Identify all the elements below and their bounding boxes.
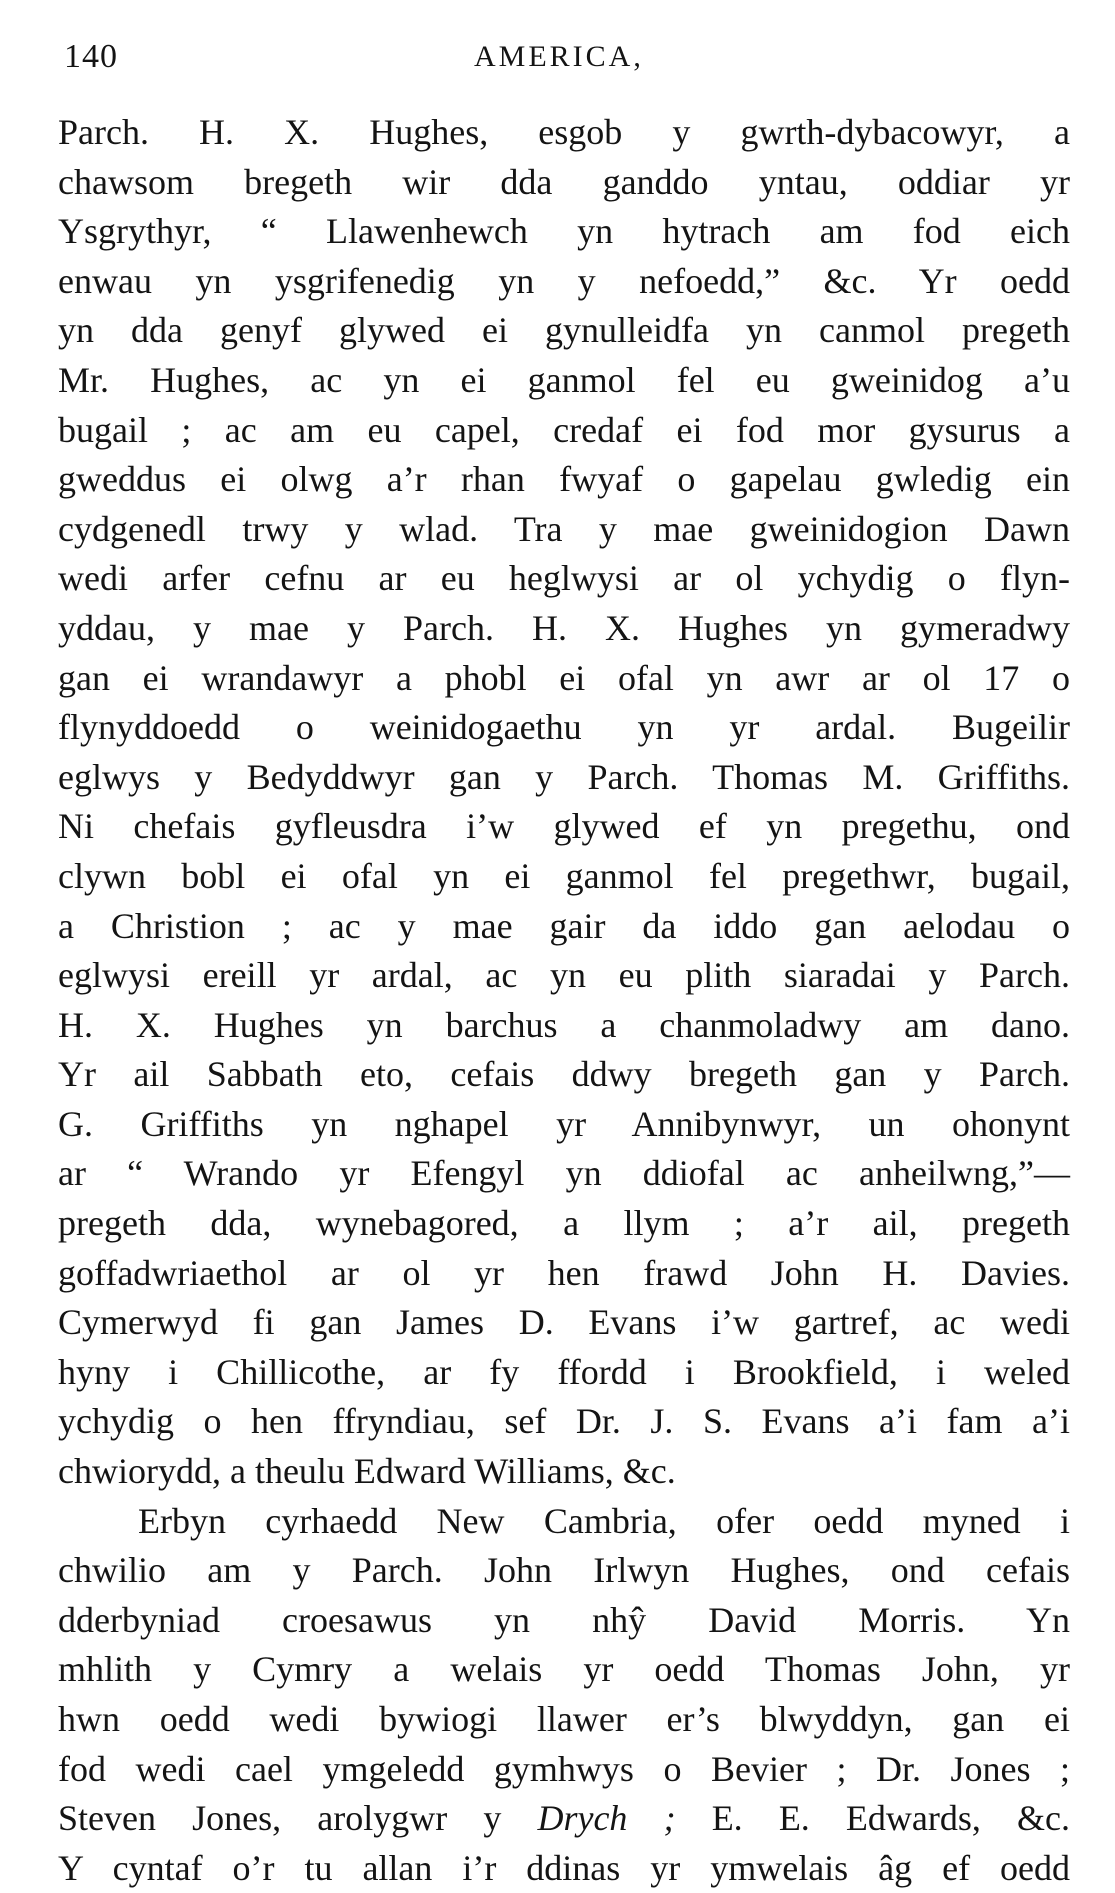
text-line: yn dda genyf glywed ei gynulleidfa yn canmol pregeth bbox=[58, 310, 1070, 351]
running-title: AMERICA, bbox=[474, 40, 644, 73]
text-line: bugail ; ac am eu capel, credaf ei fod mor gysurus a bbox=[58, 409, 1070, 450]
text-line-with-italic bbox=[58, 1794, 1070, 1844]
text-line: goffadwriaethol ar ol yr hen frawd John H. Davies. bbox=[58, 1252, 1070, 1293]
text-line: Yr ail Sabbath eto, cefais ddwy bregeth gan y Parch. bbox=[58, 1054, 1070, 1095]
italic-title: Drych ; bbox=[537, 1798, 676, 1839]
paragraph-start-line: Erbyn cyrhaedd New Cambria, ofer oedd myned i bbox=[138, 1500, 1070, 1541]
text-line: chwilio am y Parch. John Irlwyn Hughes, ond cefais bbox=[58, 1550, 1070, 1591]
text-line: wedi arfer cefnu ar eu heglwysi ar ol ychydig o flyn- bbox=[58, 558, 1070, 599]
text-line: Parch. H. X. Hughes, esgob y gwrth-dybacowyr, a bbox=[58, 112, 1070, 152]
text-line: Y cyntaf o’r tu allan i’r ddinas yr ymwelais âg ef oedd bbox=[58, 1847, 1070, 1888]
text-line: G. Griffiths yn nghapel yr Annibynwyr, un ohonynt bbox=[58, 1103, 1070, 1144]
text-line: enwau yn ysgrifenedig yn y nefoedd,” &c. Yr oedd bbox=[58, 260, 1070, 301]
text-line: dderbyniad croesawus yn nhŷ David Morris. Yn bbox=[58, 1599, 1070, 1640]
text-line: hyny i Chillicothe, ar fy ffordd i Brookfield, i weled bbox=[58, 1351, 1070, 1392]
text-line: ychydig o hen ffryndiau, sef Dr. J. S. Evans a’i fam a’i bbox=[58, 1401, 1070, 1442]
text-line: Ysgrythyr, “ Llawenhewch yn hytrach am fod eich bbox=[58, 211, 1070, 252]
text-fragment: Steven Jones, arolygwr y bbox=[58, 1798, 538, 1839]
text-fragment: E. E. Edwards, &c. bbox=[675, 1798, 1071, 1839]
text-line: pregeth dda, wynebagored, a llym ; a’r ail, pregeth bbox=[58, 1203, 1070, 1244]
page-number: 140 bbox=[64, 38, 118, 75]
text-line: yddau, y mae y Parch. H. X. Hughes yn gymeradwy bbox=[58, 607, 1070, 648]
text-line: fod wedi cael ymgeledd gymhwys o Bevier ; Dr. Jones ; bbox=[58, 1748, 1070, 1789]
text-line: H. X. Hughes yn barchus a chanmoladwy am dano. bbox=[58, 1004, 1070, 1045]
text-line: Ni chefais gyfleusdra i’w glywed ef yn pregethu, ond bbox=[58, 806, 1070, 847]
body-text bbox=[58, 108, 1070, 1893]
text-line: ar “ Wrando yr Efengyl yn ddiofal ac anheilwng,”— bbox=[58, 1153, 1070, 1194]
text-line: eglwysi ereill yr ardal, ac yn eu plith siaradai y Parch. bbox=[58, 955, 1070, 996]
text-line: hwn oedd wedi bywiogi llawer er’s blwyddyn, gan ei bbox=[58, 1699, 1070, 1739]
text-line: flynyddoedd o weinidogaethu yn yr ardal. Bugeilir bbox=[58, 707, 1070, 748]
paragraph-end-line: chwiorydd, a theulu Edward Williams, &c. bbox=[58, 1451, 676, 1492]
text-line: a Christion ; ac y mae gair da iddo gan aelodau o bbox=[58, 905, 1070, 946]
page-header bbox=[64, 38, 1064, 88]
text-line: chawsom bregeth wir dda ganddo yntau, oddiar yr bbox=[58, 161, 1070, 202]
text-line: Cymerwyd fi gan James D. Evans i’w gartref, ac wedi bbox=[58, 1302, 1070, 1343]
text-line: clywn bobl ei ofal yn ei ganmol fel pregethwr, bugail, bbox=[58, 855, 1070, 896]
text-line: mhlith y Cymry a welais yr oedd Thomas John, yr bbox=[58, 1649, 1070, 1690]
text-line: eglwys y Bedyddwyr gan y Parch. Thomas M. Griffiths. bbox=[58, 756, 1070, 797]
text-line: Mr. Hughes, ac yn ei ganmol fel eu gweinidog a’u bbox=[58, 359, 1070, 400]
text-line: gan ei wrandawyr a phobl ei ofal yn awr ar ol 17 o bbox=[58, 657, 1070, 698]
text-line: cydgenedl trwy y wlad. Tra y mae gweinidogion Dawn bbox=[58, 508, 1070, 549]
text-line: gweddus ei olwg a’r rhan fwyaf o gapelau gwledig ein bbox=[58, 459, 1070, 500]
